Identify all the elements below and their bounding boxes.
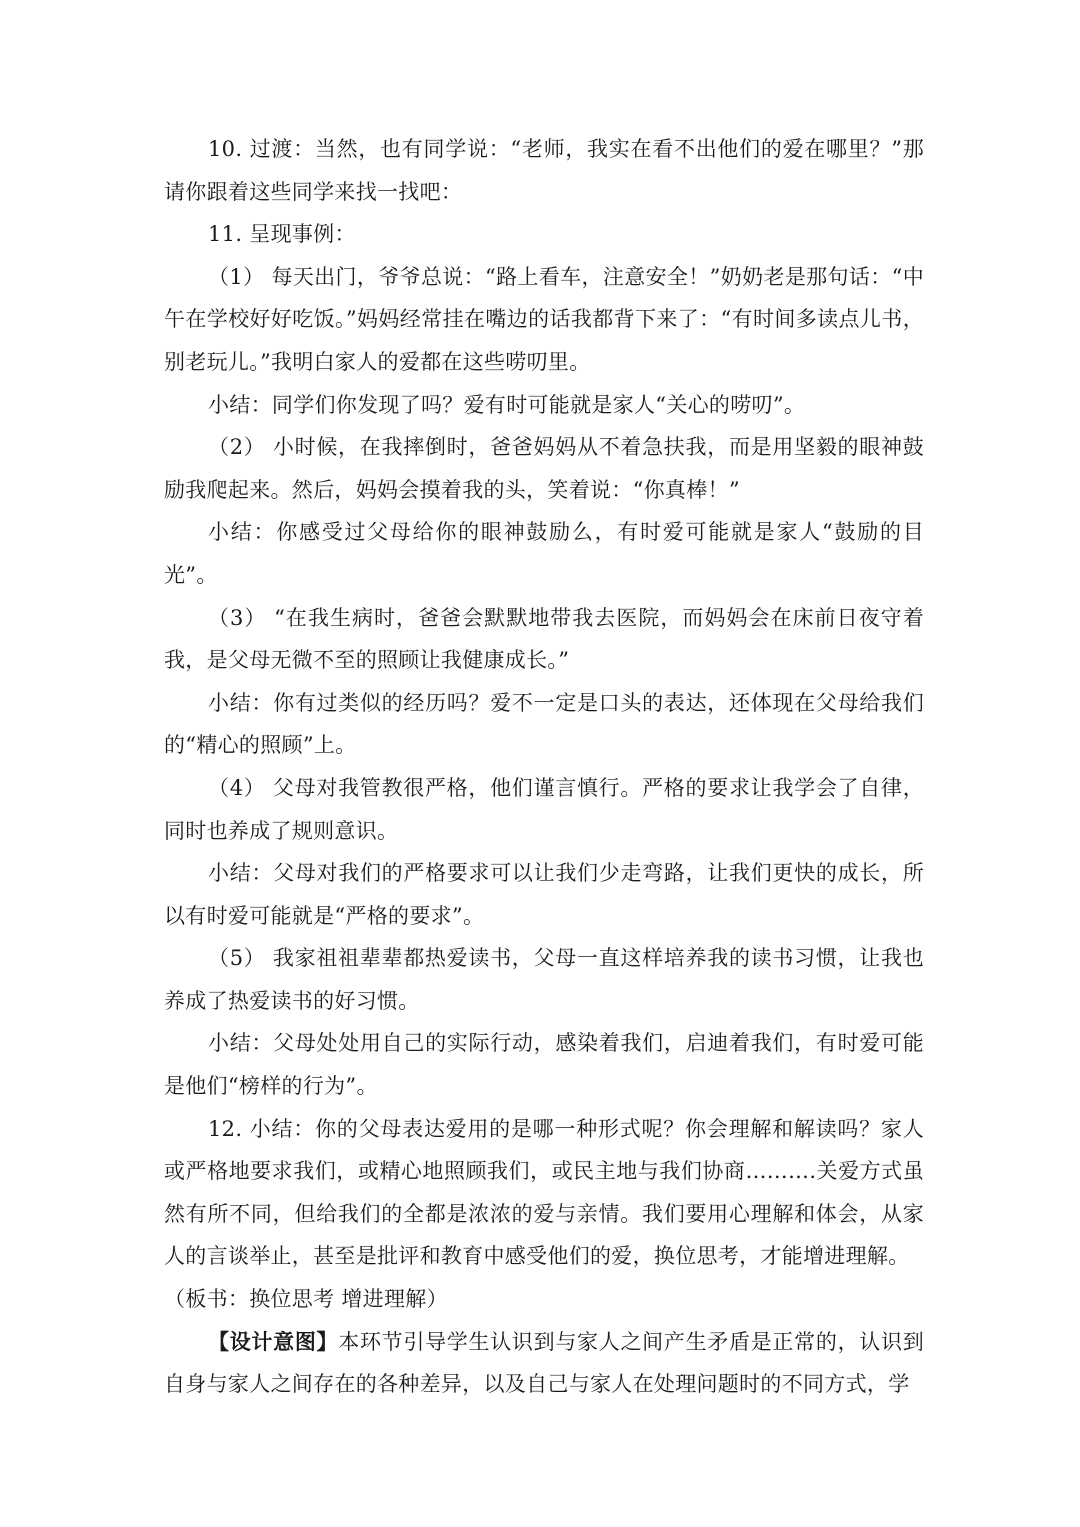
paragraph-summary-2: 小结：你感受过父母给你的眼神鼓励么，有时爱可能就是家人“鼓励的目光”。 <box>164 520 924 587</box>
paragraph-transition: 10. 过渡：当然，也有同学说：“老师，我实在看不出他们的爱在哪里？”那请你跟着这些同学来找一找吧： <box>164 137 924 204</box>
paragraph-summary-3: 小结：你有过类似的经历吗？爱不一定是口头的表达，还体现在父母给我们的“精心的照顾”上。 <box>164 690 924 758</box>
paragraph-design-intent <box>164 1321 924 1406</box>
paragraph-example-4: （4） 父母对我管教很严格，他们谨言慎行。严格的要求让我学会了自律，同时也养成了规则意识。 <box>164 775 924 843</box>
paragraph-example-2: （2） 小时候，在我摔倒时，爸爸妈妈从不着急扶我，而是用坚毅的眼神鼓励我爬起来。然后，妈妈会摸着我的头，笑着说：“你真棒！” <box>164 435 924 502</box>
paragraph-example-1: （1） 每天出门，爷爷总说：“路上看车，注意安全！”奶奶老是那句话：“中午在学校好好吃饭。”妈妈经常挂在嘴边的话我都背下来了：“有时间多读点儿书，别老玩儿。”我明白家人的爱都在这些唠叨里。 <box>164 264 924 374</box>
paragraph-summary-5: 小结：父母处处用自己的实际行动，感染着我们，启迪着我们，有时爱可能是他们“榜样的行为”。 <box>164 1031 924 1099</box>
paragraph-summary-1: 小结：同学们你发现了吗？爱有时可能就是家人“关心的唠叨”。 <box>208 392 806 417</box>
design-intent-label: 【设计意图】 <box>208 1328 339 1354</box>
paragraph-conclusion: 12. 小结：你的父母表达爱用的是哪一种形式呢？你会理解和解读吗？家人或严格地要求我们，或精心地照顾我们，或民主地与我们协商……….关爱方式虽然有所不同，但给我们的全都是浓浓的爱与亲情。我们要用心理解和体会，从家人的言谈举止，甚至是批评和教育中感受他们的爱，换位思考，才能增进理解。 <box>164 1116 924 1269</box>
paragraph-examples-heading: 11. 呈现事例： <box>208 222 356 247</box>
document-page <box>164 128 924 1406</box>
paragraph-example-5: （5） 我家祖祖辈辈都热爱读书，父母一直这样培养我的读书习惯，让我也养成了热爱读书的好习惯。 <box>164 946 924 1013</box>
paragraph-summary-4: 小结：父母对我们的严格要求可以让我们少走弯路，让我们更快的成长，所以有时爱可能就是“严格的要求”。 <box>164 861 924 928</box>
design-intent-text: 本环节引导学生认识到与家人之间产生矛盾是正常的，认识到自身与家人之间存在的各种差异，以及自己与家人在处理问题时的不同方式，学 <box>164 1329 924 1397</box>
paragraph-board-note: （板书：换位思考 增进理解） <box>164 1287 448 1312</box>
paragraph-example-3: （3） “在我生病时，爸爸会默默地带我去医院，而妈妈会在床前日夜守着我，是父母无微不至的照顾让我健康成长。” <box>164 605 924 673</box>
